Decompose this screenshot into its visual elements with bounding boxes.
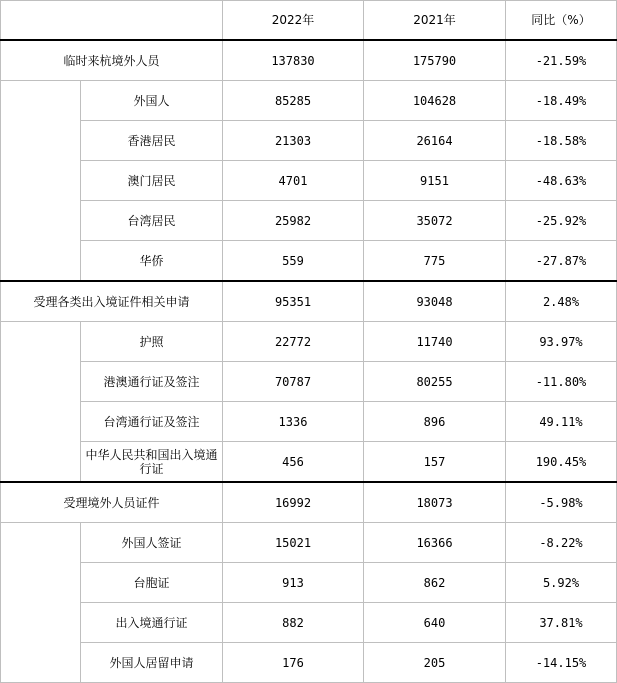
value-2022: 456 [223,442,364,483]
value-change: 49.11% [506,402,617,442]
indent-cell [1,81,81,282]
value-2021: 775 [364,241,506,282]
table-row [1,81,617,121]
value-change: -5.98% [506,482,617,523]
value-change: 190.45% [506,442,617,483]
value-change: -18.49% [506,81,617,121]
table-row [1,241,617,282]
value-2022: 16992 [223,482,364,523]
value-change: 2.48% [506,281,617,322]
value-2022: 137830 [223,40,364,81]
item-label: 台湾通行证及签注 [81,402,223,442]
value-2021: 175790 [364,40,506,81]
value-2022: 882 [223,603,364,643]
value-2022: 70787 [223,362,364,402]
value-2021: 35072 [364,201,506,241]
table-row [1,201,617,241]
value-2022: 1336 [223,402,364,442]
item-label: 港澳通行证及签注 [81,362,223,402]
value-2022: 913 [223,563,364,603]
item-label: 澳门居民 [81,161,223,201]
value-2021: 104628 [364,81,506,121]
value-2022: 85285 [223,81,364,121]
value-2021: 18073 [364,482,506,523]
value-change: 5.92% [506,563,617,603]
header-2022: 2022年 [223,1,364,41]
header-blank-cell [1,1,223,41]
value-change: -25.92% [506,201,617,241]
value-2022: 21303 [223,121,364,161]
item-label: 华侨 [81,241,223,282]
table-row [1,643,617,683]
value-2022: 25982 [223,201,364,241]
value-2021: 862 [364,563,506,603]
value-change: -14.15% [506,643,617,683]
value-change: -21.59% [506,40,617,81]
header-row [1,1,617,41]
value-2021: 9151 [364,161,506,201]
group-label: 受理境外人员证件 [1,482,223,523]
value-2021: 16366 [364,523,506,563]
group-label: 临时来杭境外人员 [1,40,223,81]
value-change: 93.97% [506,322,617,362]
table-row [1,603,617,643]
value-2022: 176 [223,643,364,683]
indent-cell [1,322,81,483]
value-2021: 11740 [364,322,506,362]
table-row [1,322,617,362]
value-2021: 80255 [364,362,506,402]
value-change: -27.87% [506,241,617,282]
value-2022: 4701 [223,161,364,201]
indent-cell [1,523,81,683]
table-row [1,523,617,563]
group-title-row [1,40,617,81]
table-row [1,402,617,442]
table-row [1,442,617,483]
item-label: 中华人民共和国出入境通行证 [81,442,223,483]
table-row [1,161,617,201]
value-2021: 896 [364,402,506,442]
value-2021: 157 [364,442,506,483]
value-2021: 93048 [364,281,506,322]
group-label: 受理各类出入境证件相关申请 [1,281,223,322]
value-2021: 26164 [364,121,506,161]
value-change: 37.81% [506,603,617,643]
table-row [1,121,617,161]
value-2022: 95351 [223,281,364,322]
item-label: 台胞证 [81,563,223,603]
item-label: 外国人 [81,81,223,121]
value-change: -18.58% [506,121,617,161]
value-2022: 559 [223,241,364,282]
item-label: 外国人签证 [81,523,223,563]
item-label: 出入境通行证 [81,603,223,643]
item-label: 台湾居民 [81,201,223,241]
value-change: -11.80% [506,362,617,402]
header-2021: 2021年 [364,1,506,41]
header-change: 同比（%） [506,1,617,41]
value-2022: 22772 [223,322,364,362]
value-2021: 640 [364,603,506,643]
table-row [1,362,617,402]
item-label: 护照 [81,322,223,362]
value-2021: 205 [364,643,506,683]
group-title-row [1,281,617,322]
table-row [1,563,617,603]
item-label: 香港居民 [81,121,223,161]
value-change: -8.22% [506,523,617,563]
group-title-row [1,482,617,523]
item-label: 外国人居留申请 [81,643,223,683]
value-2022: 15021 [223,523,364,563]
value-change: -48.63% [506,161,617,201]
